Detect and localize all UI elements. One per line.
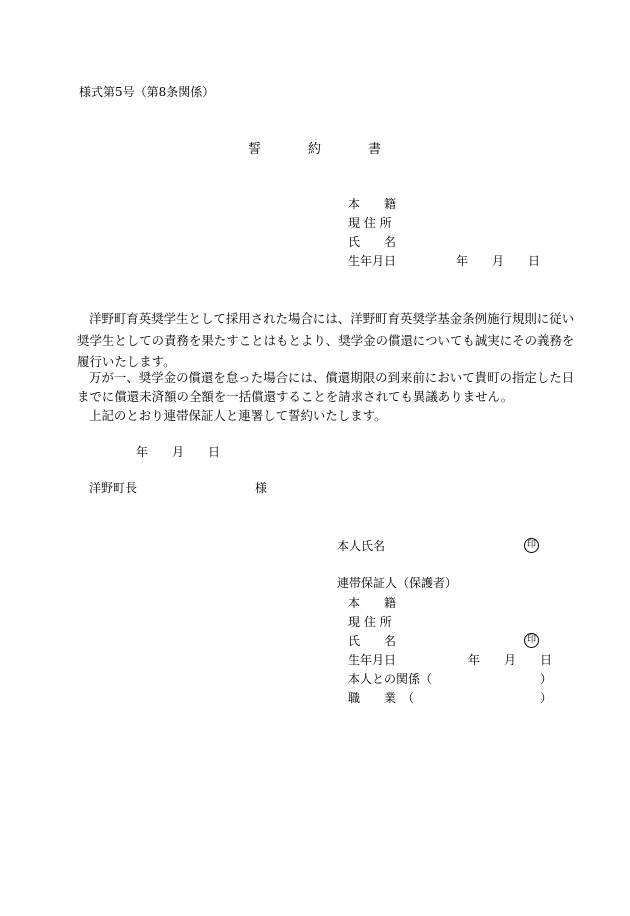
birth-month-label: 月 [492,254,505,268]
body-line: 履行いたします。 [77,354,176,369]
date-year-label: 年 [136,445,149,459]
body-line: 奨学生としての責務を果たすことはもとより、奨学金の償還についても誠実にその義務を [77,333,575,348]
guarantor-shimei-label: 氏 名 [348,634,397,648]
body-line: 洋野町育英奨学生として採用された場合には、洋野町育英奨学基金条例施行規則に従い [89,311,575,326]
guarantor-heading: 連帯保証人（保護者） [337,576,458,590]
form-number: 様式第5号（第8条関係） [79,85,215,99]
guarantor-day-label: 日 [540,653,553,667]
addressee-honorific: 様 [255,481,268,495]
seal-mark: 印 [524,633,539,648]
body-line: までに償還未済額の全額を一括償還することを請求されても異議ありません。 [77,389,514,404]
birth-year-label: 年 [456,254,469,268]
guarantor-genjusho-label: 現 住 所 [348,615,392,629]
relationship-close-paren: ） [540,672,553,686]
guarantor-year-label: 年 [468,653,481,667]
occupation-label: 職 業 （ [348,691,415,705]
seal-mark: 印 [524,538,539,553]
title-char-2: 約 [308,142,322,157]
addressee-name: 洋野町長 [89,481,138,495]
guarantor-honseki-label: 本 籍 [348,596,397,610]
relationship-label: 本人との関係（ [348,672,433,686]
genjusho-label: 現 住 所 [348,216,392,230]
guarantor-birthdate-label: 生年月日 [348,653,397,667]
body-line: 万が一、奨学金の償還を怠った場合には、償還期限の到来前において貴町の指定した日 [89,370,575,385]
honseki-label: 本 籍 [348,197,397,211]
occupation-close-paren: ） [540,691,553,705]
birth-day-label: 日 [528,254,541,268]
date-day-label: 日 [208,445,221,459]
shimei-label: 氏 名 [348,235,397,249]
principal-name-label: 本人氏名 [337,539,386,553]
guarantor-month-label: 月 [504,653,517,667]
date-month-label: 月 [172,445,185,459]
title-char-1: 誓 [248,142,262,157]
birthdate-label: 生年月日 [348,254,397,268]
body-line: 上記のとおり連帯保証人と連署して誓約いたします。 [89,408,387,423]
title-char-3: 書 [368,142,382,157]
